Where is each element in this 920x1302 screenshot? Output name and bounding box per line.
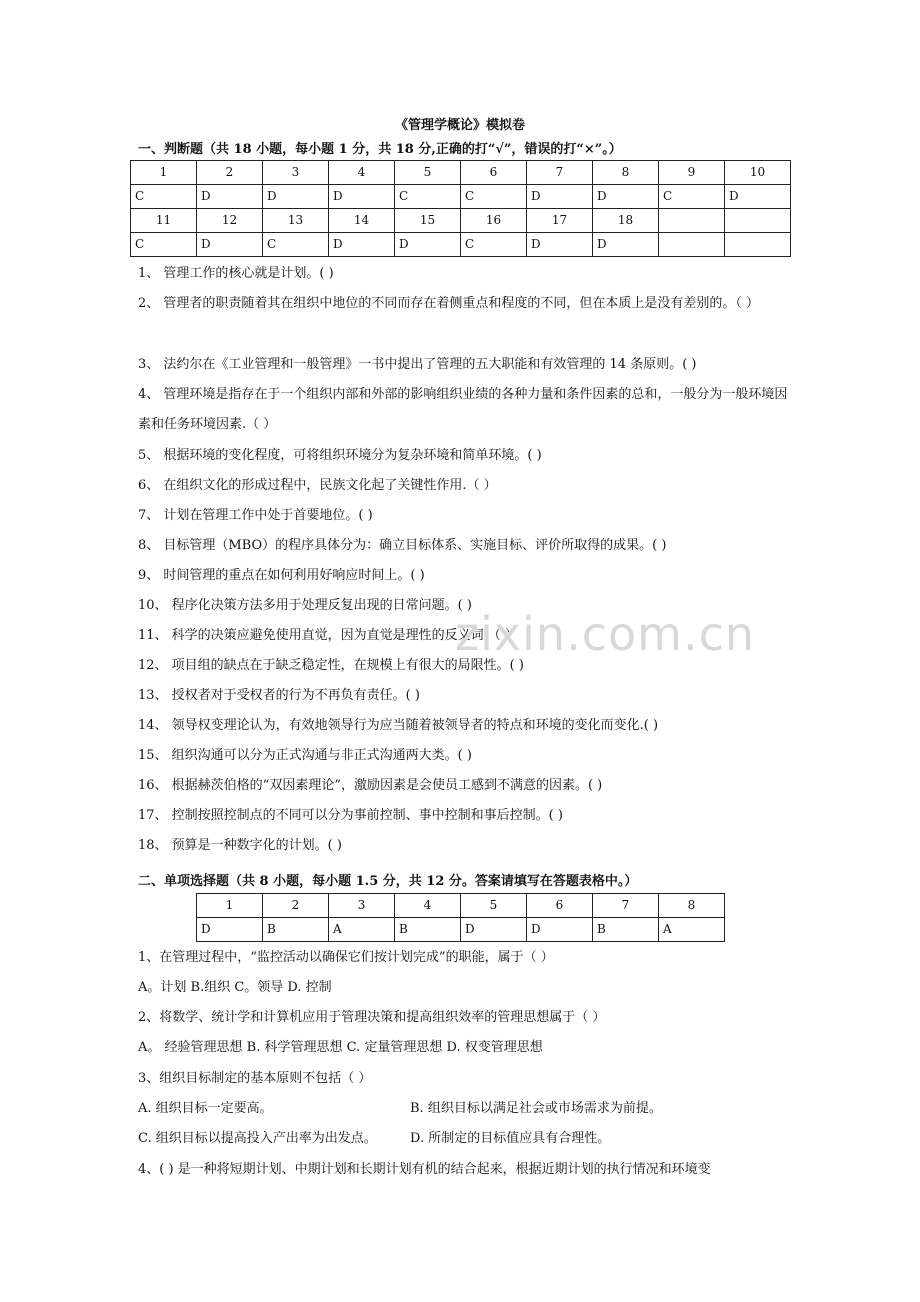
table-cell bbox=[725, 209, 791, 233]
table-cell: 18 bbox=[593, 209, 659, 233]
table-cell: C bbox=[659, 185, 725, 209]
table-cell: D bbox=[197, 918, 263, 942]
table-cell: 7 bbox=[527, 161, 593, 185]
tf-question-14: 14、 领导权变理论认为，有效地领导行为应当随着被领导者的特点和环境的变化而变化.( ) bbox=[138, 718, 659, 733]
table-cell: 3 bbox=[263, 161, 329, 185]
table-cell: 16 bbox=[461, 209, 527, 233]
option-b: B. 组织目标以满足社会或市场需求为前提。 bbox=[410, 1101, 662, 1116]
table-cell: B bbox=[593, 918, 659, 942]
table-cell: D bbox=[395, 233, 461, 257]
table-cell: D bbox=[593, 233, 659, 257]
table-cell: 6 bbox=[461, 161, 527, 185]
table-cell: C bbox=[131, 233, 197, 257]
table-cell: D bbox=[527, 185, 593, 209]
table-cell: D bbox=[527, 233, 593, 257]
table-cell: 17 bbox=[527, 209, 593, 233]
table-cell: C bbox=[263, 233, 329, 257]
table-cell: 3 bbox=[329, 894, 395, 918]
table-cell: A bbox=[659, 918, 725, 942]
table-cell: C bbox=[461, 185, 527, 209]
mc-question-1: 1、在管理过程中，“监控活动以确保它们按计划完成”的职能，属于（ ） bbox=[138, 950, 554, 965]
table-cell: C bbox=[461, 233, 527, 257]
tf-question-15: 15、 组织沟通可以分为正式沟通与非正式沟通两大类。( ) bbox=[138, 748, 472, 763]
tf-question-11: 11、 科学的决策应避免使用直觉，因为直觉是理性的反义词.（ ） bbox=[138, 628, 518, 643]
table-cell: D bbox=[329, 185, 395, 209]
tf-question-13: 13、 授权者对于受权者的行为不再负有责任。( ) bbox=[138, 688, 420, 703]
table-row bbox=[131, 161, 791, 185]
tf-question-9: 9、 时间管理的重点在如何利用好响应时间上。( ) bbox=[138, 568, 425, 583]
mc-question-2-options: A。 经验管理思想 B. 科学管理思想 C. 定量管理思想 D. 权变管理思想 bbox=[138, 1040, 543, 1055]
mc-question-3-options-row1 bbox=[138, 1094, 790, 1124]
tf-question-8: 8、 目标管理（MBO）的程序具体分为：确立目标体系、实施目标、评价所取得的成果。( ) bbox=[138, 538, 667, 553]
table-cell: 4 bbox=[329, 161, 395, 185]
table-row bbox=[131, 233, 791, 257]
option-c: C. 组织目标以提高投入产出率为出发点。 bbox=[138, 1131, 377, 1146]
table-row bbox=[197, 918, 725, 942]
watermark: zixin.com.cn bbox=[455, 607, 756, 661]
mc-question-1-options: A。计划 B.组织 C。领导 D. 控制 bbox=[138, 980, 332, 995]
tf-question-4: 4、 管理环境是指存在于一个组织内部和外部的影响组织业绩的各种力量和条件因素的总和，一般分为一般环境因素和任务环境因素.（ ） bbox=[138, 387, 788, 432]
page-title: 《管理学概论》模拟卷 bbox=[394, 118, 525, 133]
table-cell bbox=[725, 233, 791, 257]
table-cell: 9 bbox=[659, 161, 725, 185]
option-d: D. 所制定的目标值应具有合理性。 bbox=[410, 1131, 611, 1146]
section1-heading: 一、判断题（共 18 小题，每小题 1 分，共 18 分,正确的打“√”，错误的打“×”。） bbox=[138, 142, 622, 157]
table-cell: 5 bbox=[461, 894, 527, 918]
table-cell: 2 bbox=[263, 894, 329, 918]
table-cell: D bbox=[263, 185, 329, 209]
tf-question-10: 10、 程序化决策方法多用于处理反复出现的日常问题。( ) bbox=[138, 598, 472, 613]
table-cell bbox=[659, 209, 725, 233]
mc-question-2: 2、将数学、统计学和计算机应用于管理决策和提高组织效率的管理思想属于（ ） bbox=[138, 1010, 606, 1025]
table-cell: 7 bbox=[593, 894, 659, 918]
tf-question-3: 3、 法约尔在《工业管理和一般管理》一书中提出了管理的五大职能和有效管理的 14 条原则。( ) bbox=[138, 357, 697, 372]
mc-question-3: 3、组织目标制定的基本原则不包括（ ） bbox=[138, 1071, 372, 1086]
table-cell: 14 bbox=[329, 209, 395, 233]
tf-question-6: 6、 在组织文化的形成过程中，民族文化起了关键性作用.（ ） bbox=[138, 478, 497, 493]
option-a: A. 组织目标一定要高。 bbox=[138, 1101, 273, 1116]
table-cell: B bbox=[263, 918, 329, 942]
table-cell: D bbox=[461, 918, 527, 942]
mc-question-3-options-row2 bbox=[138, 1124, 790, 1154]
table-cell bbox=[659, 233, 725, 257]
table-cell: 13 bbox=[263, 209, 329, 233]
table-cell: 8 bbox=[593, 161, 659, 185]
tf-question-2: 2、 管理者的职责随着其在组织中地位的不同而存在着侧重点和程度的不同，但在本质上是没有差别的。（ ） bbox=[138, 296, 760, 311]
table-row bbox=[131, 185, 791, 209]
table-cell: 5 bbox=[395, 161, 461, 185]
table-cell: A bbox=[329, 918, 395, 942]
table-cell: D bbox=[197, 233, 263, 257]
table-cell: 6 bbox=[527, 894, 593, 918]
table-cell: 10 bbox=[725, 161, 791, 185]
table-cell: D bbox=[593, 185, 659, 209]
table-cell: 15 bbox=[395, 209, 461, 233]
table-cell: 12 bbox=[197, 209, 263, 233]
table-cell: 4 bbox=[395, 894, 461, 918]
table-cell: D bbox=[725, 185, 791, 209]
table-cell: D bbox=[527, 918, 593, 942]
table-cell: 1 bbox=[131, 161, 197, 185]
table-cell: 2 bbox=[197, 161, 263, 185]
tf-question-16: 16、 根据赫茨伯格的“双因素理论”，激励因素是会使员工感到不满意的因素。( ) bbox=[138, 778, 603, 793]
section1-answer-table bbox=[130, 160, 791, 257]
tf-question-18: 18、 预算是一种数字化的计划。( ) bbox=[138, 838, 342, 853]
table-cell: B bbox=[395, 918, 461, 942]
section2-heading: 二、单项选择题（共 8 小题，每小题 1.5 分，共 12 分。答案请填写在答题表格中。） bbox=[138, 874, 638, 889]
tf-question-1: 1、 管理工作的核心就是计划。( ) bbox=[138, 266, 334, 281]
table-cell: 8 bbox=[659, 894, 725, 918]
tf-question-5: 5、 根据环境的变化程度，可将组织环境分为复杂环境和简单环境。( ) bbox=[138, 448, 542, 463]
table-row bbox=[197, 894, 725, 918]
table-cell: 1 bbox=[197, 894, 263, 918]
table-cell: C bbox=[395, 185, 461, 209]
tf-question-7: 7、 计划在管理工作中处于首要地位。( ) bbox=[138, 508, 373, 523]
table-row bbox=[131, 209, 791, 233]
section2-answer-table bbox=[196, 893, 725, 942]
tf-question-12: 12、 项目组的缺点在于缺乏稳定性，在规模上有很大的局限性。( ) bbox=[138, 658, 524, 673]
tf-question-17: 17、 控制按照控制点的不同可以分为事前控制、事中控制和事后控制。( ) bbox=[138, 808, 563, 823]
table-cell: D bbox=[197, 185, 263, 209]
table-cell: 11 bbox=[131, 209, 197, 233]
mc-question-4: 4、( ) 是一种将短期计划、中期计划和长期计划有机的结合起来，根据近期计划的执行情况和环境变 bbox=[138, 1162, 711, 1177]
table-cell: D bbox=[329, 233, 395, 257]
table-cell: C bbox=[131, 185, 197, 209]
